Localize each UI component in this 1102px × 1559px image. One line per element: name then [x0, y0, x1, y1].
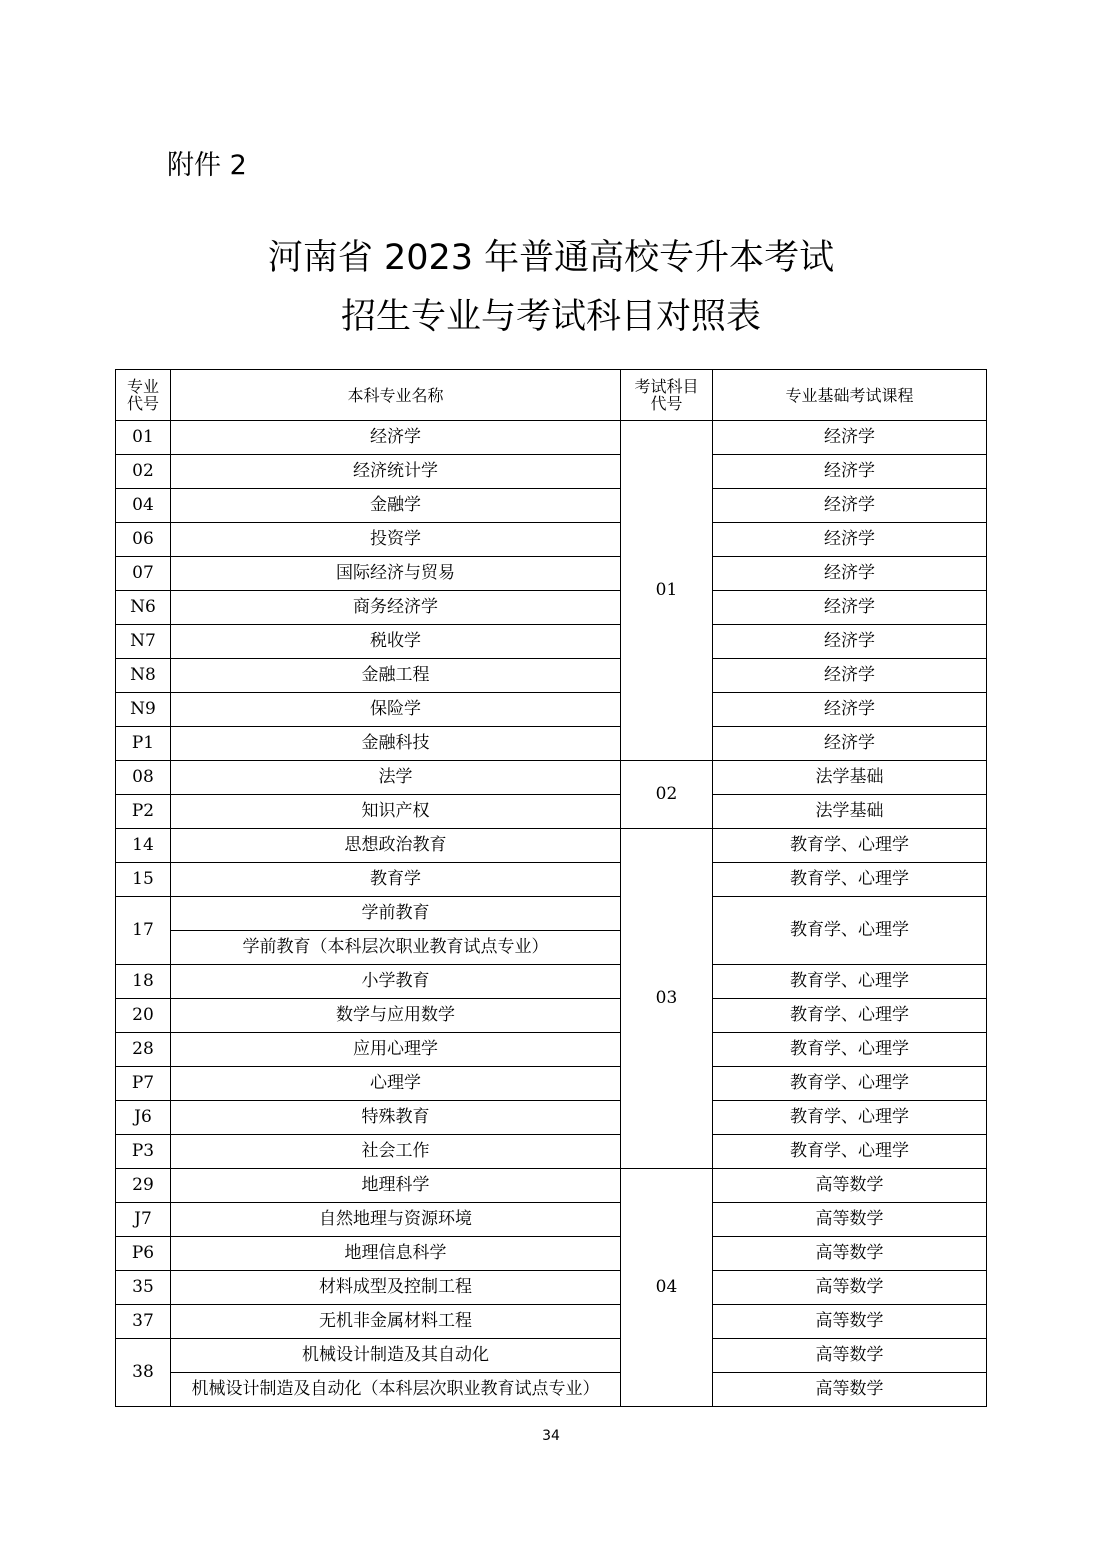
course-cell: 高等数学: [713, 1339, 987, 1373]
course-cell: 教育学、心理学: [713, 1033, 987, 1067]
major-cell: 投资学: [171, 523, 621, 557]
course-cell: 经济学: [713, 455, 987, 489]
major-cell: 教育学: [171, 863, 621, 897]
exam-code-cell: 03: [621, 829, 713, 1169]
course-cell: 高等数学: [713, 1237, 987, 1271]
code-cell: P7: [116, 1067, 171, 1101]
header-major: 本科专业名称: [171, 370, 621, 421]
major-exam-table: [115, 369, 987, 1407]
major-cell: 保险学: [171, 693, 621, 727]
table-row: [116, 421, 987, 455]
code-cell: 17: [116, 897, 171, 965]
course-cell: 教育学、心理学: [713, 897, 987, 965]
table-row: [116, 761, 987, 795]
table-row: [116, 863, 987, 897]
major-cell: 机械设计制造及自动化（本科层次职业教育试点专业）: [171, 1373, 621, 1407]
code-cell: N9: [116, 693, 171, 727]
course-cell: 教育学、心理学: [713, 1101, 987, 1135]
table-row: [116, 999, 987, 1033]
header-exam-code: 考试科目代号: [621, 370, 713, 421]
course-cell: 经济学: [713, 693, 987, 727]
table-row: [116, 1203, 987, 1237]
major-cell: 地理信息科学: [171, 1237, 621, 1271]
code-cell: N8: [116, 659, 171, 693]
table-header-row: [116, 370, 987, 421]
major-cell: 学前教育: [171, 897, 621, 931]
major-cell: 金融科技: [171, 727, 621, 761]
major-cell: 材料成型及控制工程: [171, 1271, 621, 1305]
major-cell: 机械设计制造及其自动化: [171, 1339, 621, 1373]
course-cell: 教育学、心理学: [713, 863, 987, 897]
course-cell: 高等数学: [713, 1305, 987, 1339]
major-cell: 地理科学: [171, 1169, 621, 1203]
code-cell: 18: [116, 965, 171, 999]
attachment-label: 附件 2: [167, 150, 247, 181]
major-cell: 经济学: [171, 421, 621, 455]
table-row: [116, 455, 987, 489]
table-row: [116, 557, 987, 591]
course-cell: 法学基础: [713, 795, 987, 829]
major-cell: 知识产权: [171, 795, 621, 829]
course-cell: 高等数学: [713, 1169, 987, 1203]
major-cell: 经济统计学: [171, 455, 621, 489]
major-cell: 税收学: [171, 625, 621, 659]
table-row: [116, 591, 987, 625]
table-row: [116, 795, 987, 829]
table-row: [116, 1305, 987, 1339]
course-cell: 法学基础: [713, 761, 987, 795]
course-cell: 经济学: [713, 625, 987, 659]
course-cell: 高等数学: [713, 1203, 987, 1237]
table-row: [116, 1169, 987, 1203]
code-cell: N7: [116, 625, 171, 659]
page-title-line2: 招生专业与考试科目对照表: [340, 297, 761, 337]
course-cell: 高等数学: [713, 1373, 987, 1407]
table-row: [116, 1101, 987, 1135]
major-cell: 思想政治教育: [171, 829, 621, 863]
code-cell: 29: [116, 1169, 171, 1203]
course-cell: 高等数学: [713, 1271, 987, 1305]
major-cell: 数学与应用数学: [171, 999, 621, 1033]
major-cell: 无机非金属材料工程: [171, 1305, 621, 1339]
major-cell: 心理学: [171, 1067, 621, 1101]
course-cell: 经济学: [713, 591, 987, 625]
exam-code-cell: 01: [621, 421, 713, 761]
table-row: [116, 489, 987, 523]
exam-code-cell: 02: [621, 761, 713, 829]
table-row: [116, 897, 987, 931]
code-cell: P3: [116, 1135, 171, 1169]
table-row: [116, 693, 987, 727]
table-row: [116, 1339, 987, 1373]
major-cell: 学前教育（本科层次职业教育试点专业）: [171, 931, 621, 965]
table-row: [116, 1237, 987, 1271]
major-cell: 法学: [171, 761, 621, 795]
course-cell: 教育学、心理学: [713, 965, 987, 999]
code-cell: 15: [116, 863, 171, 897]
code-cell: 35: [116, 1271, 171, 1305]
major-cell: 自然地理与资源环境: [171, 1203, 621, 1237]
course-cell: 经济学: [713, 557, 987, 591]
code-cell: 06: [116, 523, 171, 557]
code-cell: J7: [116, 1203, 171, 1237]
code-cell: 14: [116, 829, 171, 863]
course-cell: 教育学、心理学: [713, 1135, 987, 1169]
course-cell: 经济学: [713, 727, 987, 761]
major-cell: 金融工程: [171, 659, 621, 693]
code-cell: 02: [116, 455, 171, 489]
code-cell: 01: [116, 421, 171, 455]
code-cell: P2: [116, 795, 171, 829]
header-code: 专业代号: [116, 370, 171, 421]
table-row: [116, 1135, 987, 1169]
header-course: 专业基础考试课程: [713, 370, 987, 421]
code-cell: 38: [116, 1339, 171, 1407]
table-row: [116, 659, 987, 693]
page-title-line1: 河南省 2023 年普通高校专升本考试: [267, 238, 835, 278]
major-cell: 社会工作: [171, 1135, 621, 1169]
course-cell: 经济学: [713, 659, 987, 693]
page-number: 34: [542, 1428, 560, 1444]
code-cell: 28: [116, 1033, 171, 1067]
code-cell: J6: [116, 1101, 171, 1135]
table-row: [116, 1067, 987, 1101]
code-cell: 04: [116, 489, 171, 523]
code-cell: 37: [116, 1305, 171, 1339]
course-cell: 教育学、心理学: [713, 1067, 987, 1101]
table-row: [116, 965, 987, 999]
major-cell: 国际经济与贸易: [171, 557, 621, 591]
code-cell: P1: [116, 727, 171, 761]
table-row: [116, 1033, 987, 1067]
code-cell: P6: [116, 1237, 171, 1271]
table-row: [116, 829, 987, 863]
exam-code-cell: 04: [621, 1169, 713, 1407]
course-cell: 教育学、心理学: [713, 829, 987, 863]
major-cell: 应用心理学: [171, 1033, 621, 1067]
table-row: [116, 1271, 987, 1305]
major-cell: 特殊教育: [171, 1101, 621, 1135]
code-cell: 20: [116, 999, 171, 1033]
major-cell: 小学教育: [171, 965, 621, 999]
code-cell: 08: [116, 761, 171, 795]
course-cell: 经济学: [713, 523, 987, 557]
course-cell: 经济学: [713, 421, 987, 455]
table-row: [116, 1373, 987, 1407]
course-cell: 经济学: [713, 489, 987, 523]
table-row: [116, 523, 987, 557]
major-cell: 金融学: [171, 489, 621, 523]
table-row: [116, 625, 987, 659]
course-cell: 教育学、心理学: [713, 999, 987, 1033]
table-row: [116, 727, 987, 761]
major-cell: 商务经济学: [171, 591, 621, 625]
code-cell: 07: [116, 557, 171, 591]
code-cell: N6: [116, 591, 171, 625]
